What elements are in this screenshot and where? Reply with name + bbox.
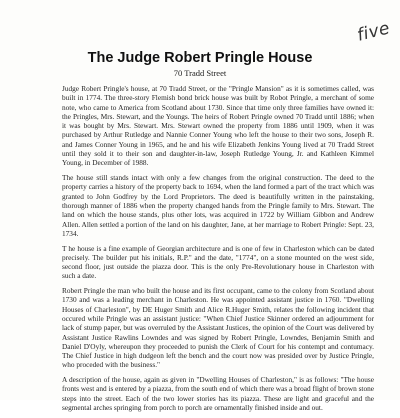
handwritten-annotation: five [354,18,392,46]
paragraph-description: A description of the house, again as given in "Dwelling Houses of Charleston," is as follows: "The house fronts west and is entered by a piazza, from the south end of which there was a broad flight of brown stone steps into the street. Each of the two lower stories has its piazza. These are light and graceful and the segmental arches springing from porch to porch are ornamentally finished inside and out. [62,375,374,413]
document-body [62,84,374,418]
paragraph-robert-pringle: Robert Pringle the man who built the house and its first occupant, came to the colony from Scotland about 1730 and was a leading merchant in Charleston. He was appointed assistant justice in 1760. "Dwelling Houses of Charleston", by DE Huger Smith and Alice R.Huger Smith, relates the following incident that occured while Pringle was an assistant justice: "When Chief Justice Skinner ordered an adjournment for lack of stump paper, but was overruled by the Assistant Justices, the opinion of the Court was delivered by Assistant Justice Rawlins Lowndes and was signed by Robert Pringle, Lowndes, Benjamin Smith and Daniel D'Oyly, whereupon they proceeded to punish the Clerk of Court for his contempt and contumacy. The Chief Justice in high dudgeon left the bench and the court now was presided over by Justice Pringle, who proceded with the business." [62,286,374,370]
paragraph-deed: The house still stands intact with only a few changes from the original construction. The deed to the property carries a history of the property back to 1694, when the land formed a part of the tract which was granted to John Godfrey by the Lord Proprietors. The deed is beautifully written in the painstaking, thorough manner of 1886 when the property changed hands from the Pringle family to Mrs. Stewart. The land on which the house stands, plus other lots, was acquired in 1722 by William Gibbon and Andrew Allen. Allen settled a portion of the land on his daughter, Jane, at her marriage to Robert Pringle: Sept. 23, 1734. [62,173,374,238]
paragraph-architecture: T he house is a fine example of Georgian architecture and is one of few in Charleston which can be dated precisely. The builder put his initials, R.P." and the date, "1774", on a stone mounted on the west side, second floor, just outside the piazza door. This is the only Pre-Revolutionary house in Charleston with such a date. [62,243,374,281]
paragraph-history: Judge Robert Pringle's house, at 70 Tradd Street, or the "Pringle Mansion" as it is sometimes called, was built in 1774. The three-story Flemish bond brick house was built by Robot Pringle, a merchant of some note, who came to America from Scotland about 1730. Since that time only three families have owned it: the Pringles, Mrs. Stewart, and the Youngs. The heirs of Robert Pringle owned 70 Tradd until 1886; when it was bought by Mrs. Stewart. Mrs. Stewart owned the property from 1886 until 1909, when it was purchased by Arthur Rutledge and Nannie Conner Young who left the house to their two sons, Joseph R. and James Conner Young in 1965, and he and his wife Elizabeth Jenkins Young lived at 70 Tradd Street until they sold it to their son and daughter-in-law, Joseph Rutledge Young, Jr. and Kathleen Kimmel Young, in December of 1988. [62,84,374,168]
document-title: The Judge Robert Pringle House [87,50,313,66]
document-subtitle: 70 Tradd Street [173,68,227,78]
